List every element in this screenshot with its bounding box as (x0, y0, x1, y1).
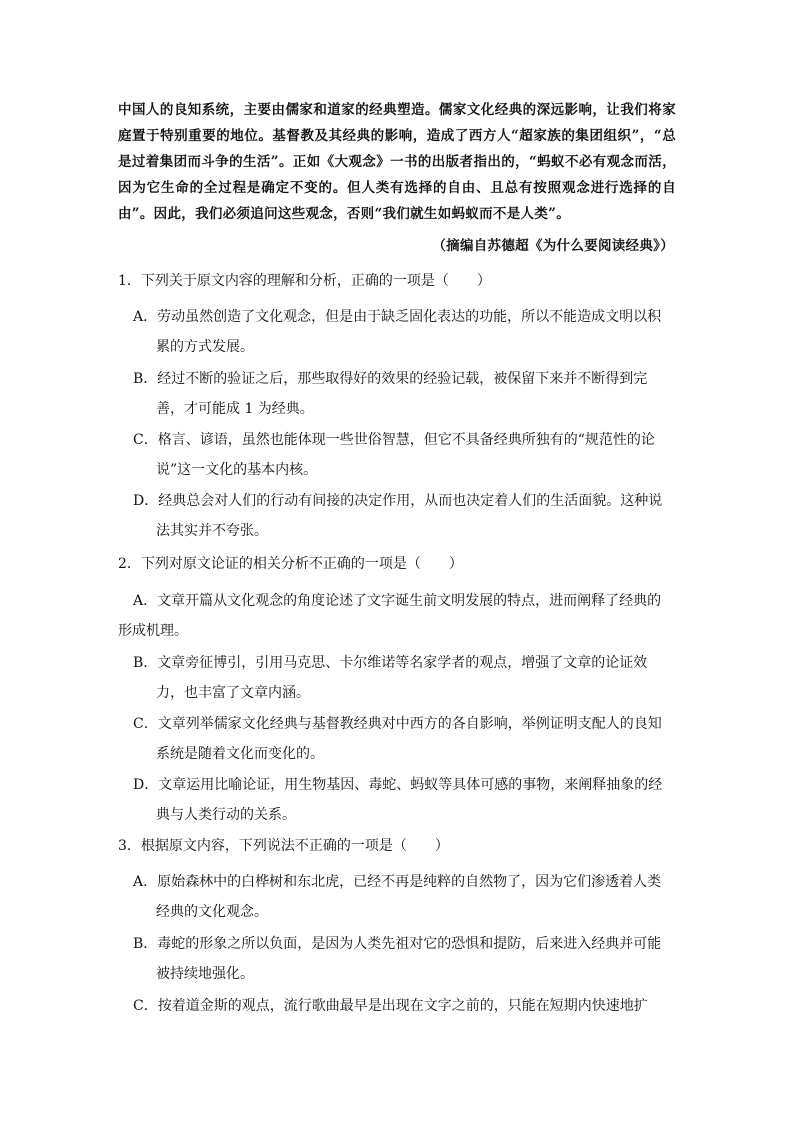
question-3-option-a[interactable] (133, 867, 665, 927)
question-2-option-b[interactable] (133, 648, 665, 708)
option-line: 善，才可能成 1 为经典。 (156, 401, 314, 417)
question-3-option-c[interactable] (133, 991, 665, 1021)
option-line: 被持续地强化。 (156, 966, 254, 982)
question-1-option-b[interactable] (133, 364, 665, 424)
question-stem: 2．下列对原文论证的相关分析不正确的一项是（ ） (118, 556, 463, 572)
option-line: 系统是随着文化而变化的。 (156, 746, 324, 762)
question-2-option-a[interactable] (118, 586, 666, 646)
question-1-option-a[interactable] (133, 302, 665, 362)
question-1-option-c[interactable] (133, 425, 665, 485)
question-2-option-c[interactable] (133, 709, 665, 769)
passage-excerpt (118, 97, 676, 227)
option-line: B．毒蛇的形象之所以负面，是因为人类先祖对它的恐惧和提防，后来进入经典并可能 (133, 936, 662, 952)
option-line: B．文章旁征博引，引用马克思、卡尔维诺等名家学者的观点，增强了文章的论证效 (133, 655, 648, 671)
option-line: D．文章运用比喻论证，用生物基因、毒蛇、蚂蚁等具体可感的事物，来阐释抽象的经 (133, 777, 663, 793)
option-line: A．原始森林中的白桦树和东北虎，已经不再是纯粹的自然物了，因为它们渗透着人类 (133, 874, 662, 890)
question-1 (118, 269, 678, 293)
question-stem: 1．下列关于原文内容的理解和分析，正确的一项是（ ） (118, 273, 491, 289)
question-2-option-d[interactable] (133, 770, 665, 830)
passage-source: （摘编自苏德超《为什么要阅读经典》） (432, 238, 674, 254)
option-line: 典与人类行动的关系。 (156, 807, 296, 823)
question-2 (118, 552, 678, 576)
option-line: 说”这一文化的基本内核。 (156, 462, 318, 478)
question-3 (118, 834, 678, 858)
option-line: B．经过不断的验证之后，那些取得好的效果的经验记载，被保留下来并不断得到完 (133, 371, 648, 387)
option-line: 法其实并不夸张。 (156, 523, 268, 539)
option-line: 力，也丰富了文章内涵。 (156, 685, 310, 701)
option-line: C．按着道金斯的观点，流行歌曲最早是出现在文字之前的，只能在短期内快速地扩 (133, 998, 648, 1014)
option-line: 累的方式发展。 (156, 339, 254, 355)
option-line: A．文章开篇从文化观念的角度论述了文字诞生前文明发展的特点，进而阐释了经典的 (133, 593, 662, 609)
option-line: C．格言、谚语，虽然也能体现一些世俗智慧，但它不具备经典所独有的“规范性的论 (133, 432, 655, 448)
option-line: C．文章列举儒家文化经典与基督教经典对中西方的各自影响，举例证明支配人的良知 (133, 716, 662, 732)
option-line: 形成机理。 (118, 623, 188, 639)
option-line: 经典的文化观念。 (156, 904, 268, 920)
question-1-option-d[interactable] (133, 486, 665, 546)
option-line: A．劳动虽然创造了文化观念，但是由于缺乏固化表达的功能，所以不能造成文明以积 (133, 309, 662, 325)
passage-paragraph: 中国人的良知系统，主要由儒家和道家的经典塑造。儒家文化经典的深远影响，让我们将家庭置于特别重要的地位。基督教及其经典的影响，造成了西方人“超家族的集团组织”，“总是过着集团而斗争的生活”。正如《大观念》一书的出版者指出的，“蚂蚁不必有观念而活，因为它生命的全过程是确定不变的。但人类有选择的自由、且总有按照观念进行选择的自由”。因此，我们必须追问这些观念，否则“我们就生如蚂蚁而不是人类”。 (118, 102, 676, 222)
option-line: D．经典总会对人们的行动有间接的决定作用，从而也决定着人们的生活面貌。这种说 (133, 493, 663, 509)
question-3-option-b[interactable] (133, 929, 665, 989)
question-stem: 3．根据原文内容，下列说法不正确的一项是（ ） (118, 838, 449, 854)
